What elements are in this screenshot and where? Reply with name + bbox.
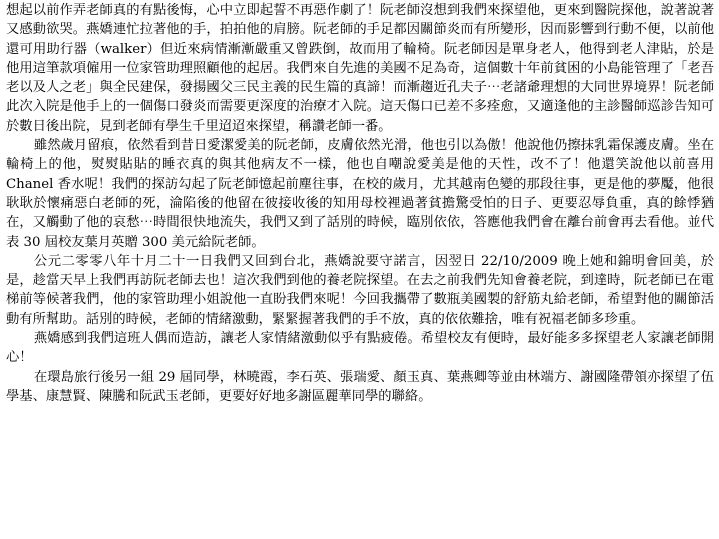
paragraph-1: 想起以前作弄老師真的有點後悔，心中立即起誓不再惡作劇了！阮老師沒想到我們來探望他，更來到醫院探他，說著說著又感動欲哭。燕嬌連忙拉著他的手，拍拍他的肩膀。阮老師的手足都因關節炎而有所變形，因而影響到行動不便，以前他還可用助行器（walker）但近來病情漸漸嚴重又曾跌倒，故而用了輪椅。阮老師因是單身老人，他得到老人津貼，於是他用這筆款項僱用一位家管助理照顧他的起居。我們來自先進的美國不足為奇，這個數十年前貧困的小島能管理了「老吾老以及人之老」與全民建保，發揚國父三民主義的民生篇的真諦！而漸趨近孔夫子⋯老諸爺理想的大同世界境界！阮老師此次入院是他手上的一個傷口發炎而需要更深度的治療才入院。這天傷口已差不多痊愈，又適逢他的主診醫師巡診告知可於數日後出院，見到老師有學生千里迢迢來探望，稱讚老師一番。 (6, 3, 714, 134)
paragraph-3: 公元二零零八年十月二十一日我們又回到台北，燕嬌說要守諾言，因翌日 22/10/2009 晚上她和錦明會回美，於是，趁當天早上我們再訪阮老師去也！這次我們到他的養老院探望。在去之前我們先知會養老院，到達時，阮老師已在電梯前等候著我們，他的家管助理小姐說他一直盼我們來呢！今回我攜帶了數瓶美國製的舒筋丸給老師，希望對他的關節活動有所幫助。話別的時候，老師的情緒激動，緊緊握著我們的手不放，真的依依難捨，唯有祝福老師多珍重。 (6, 253, 714, 327)
paragraph-2: 雖然歲月留痕，依然看到昔日愛潔愛美的阮老師，皮膚依然光滑，他也引以為傲！他說他仍擦抹乳霜保護皮膚。坐在輪椅上的他，熨熨貼貼的睡衣真的與其他病友不一樣，他也自嘲說愛美是他的天性，改不了！他還笑說他以前喜用 Chanel 香水呢！我們的探訪勾起了阮老師憶起前塵往事，在校的歲月，尤其越南色變的那段往事，更是他的夢魘，他很耿耿於懷痛惡白老師的死，淪陷後的他留在彼接收後的知用母校裡過著貧擔驚受怕的日子、更要忍辱負重，真的餘悸猶在，又觸動了他的哀愁⋯時間很快地流失，我們又到了話別的時候，臨別依依，答應他我們會在離台前會再去看他。並代表 30 屆校友葉月英贈 300 美元給阮老師。 (6, 138, 714, 250)
paragraph-5: 在環島旅行後另一組 29 屆同學，林曉霞，李石英、張瑞愛、顏玉真、葉燕卿等並由林端方、謝國隆帶領亦探望了伍學基、康慧賢、陳騰和阮武玉老師，更要好好地多謝區麗華同學的聯絡。 (6, 369, 714, 404)
paragraph-4: 燕嬌感到我們這班人偶而造訪，讓老人家情緒激動似乎有點疲倦。希望校友有便時，最好能多多探望老人家讓老師開心！ (6, 331, 714, 366)
document-page (6, 1, 714, 406)
